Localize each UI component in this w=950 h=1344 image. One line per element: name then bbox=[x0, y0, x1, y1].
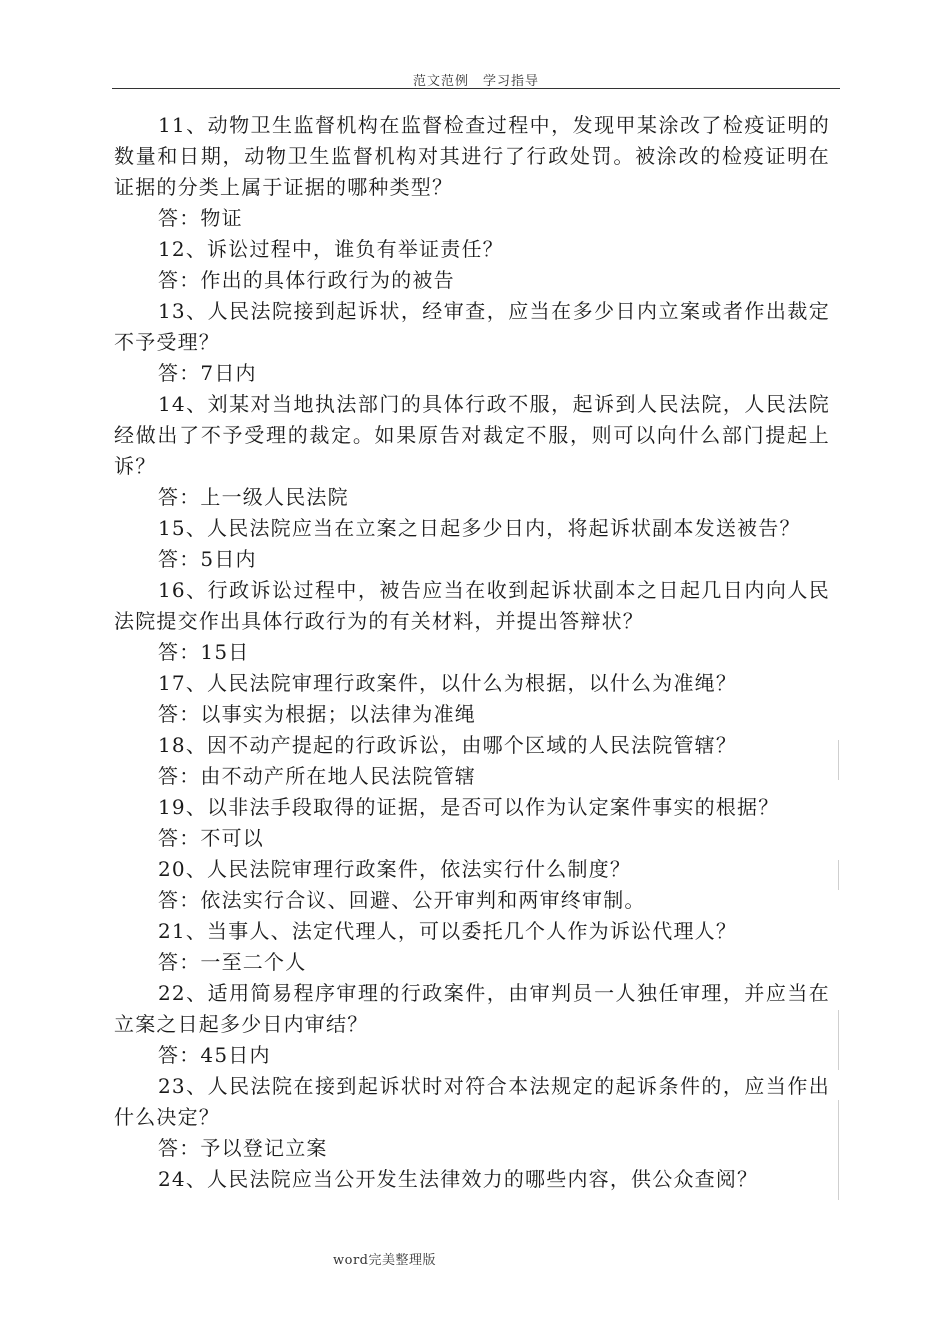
answer-17: 答：以事实为根据；以法律为准绳 bbox=[158, 702, 476, 726]
question-14: 14、刘某对当地执法部门的具体行政不服，起诉到人民法院，人民法院经做出了不予受理的裁定。如果原告对裁定不服，则可以向什么部门提起上诉？ bbox=[114, 392, 830, 478]
margin-rule bbox=[838, 1100, 839, 1200]
margin-rule bbox=[838, 860, 839, 890]
answer-16: 答：15日 bbox=[158, 640, 250, 664]
answer-11: 答：物证 bbox=[158, 206, 243, 230]
answer-15: 答：5日内 bbox=[158, 547, 257, 571]
page-header: 范文范例 学习指导 bbox=[412, 74, 539, 89]
question-20: 20、人民法院审理行政案件，依法实行什么制度？ bbox=[158, 857, 632, 881]
answer-14: 答：上一级人民法院 bbox=[158, 485, 349, 509]
answer-21: 答：一至二个人 bbox=[158, 950, 307, 974]
margin-rule bbox=[838, 1010, 839, 1070]
question-15: 15、人民法院应当在立案之日起多少日内，将起诉状副本发送被告？ bbox=[158, 516, 801, 540]
header-divider bbox=[112, 88, 840, 89]
answer-12: 答：作出的具体行政行为的被告 bbox=[158, 268, 455, 292]
question-13: 13、人民法院接到起诉状，经审查，应当在多少日内立案或者作出裁定不予受理？ bbox=[114, 299, 830, 354]
answer-22: 答：45日内 bbox=[158, 1043, 271, 1067]
question-18: 18、因不动产提起的行政诉讼，由哪个区域的人民法院管辖？ bbox=[158, 733, 738, 757]
question-21: 21、当事人、法定代理人，可以委托几个人作为诉讼代理人？ bbox=[158, 919, 738, 943]
answer-23: 答：予以登记立案 bbox=[158, 1136, 328, 1160]
answer-19: 答：不可以 bbox=[158, 826, 264, 850]
question-23: 23、人民法院在接到起诉状时对符合本法规定的起诉条件的，应当作出什么决定？ bbox=[114, 1074, 830, 1129]
question-17: 17、人民法院审理行政案件，以什么为根据，以什么为准绳？ bbox=[158, 671, 738, 695]
answer-13: 答：7日内 bbox=[158, 361, 257, 385]
question-19: 19、以非法手段取得的证据，是否可以作为认定案件事实的根据？ bbox=[158, 795, 780, 819]
question-24: 24、人民法院应当公开发生法律效力的哪些内容，供公众查阅？ bbox=[158, 1167, 759, 1191]
page-footer: word完美整理版 bbox=[333, 1253, 436, 1268]
document-body bbox=[114, 110, 830, 1195]
question-22: 22、适用简易程序审理的行政案件，由审判员一人独任审理，并应当在立案之日起多少日内审结？ bbox=[114, 981, 830, 1036]
answer-18: 答：由不动产所在地人民法院管辖 bbox=[158, 764, 476, 788]
question-16: 16、行政诉讼过程中，被告应当在收到起诉状副本之日起几日内向人民法院提交作出具体行政行为的有关材料，并提出答辩状？ bbox=[114, 578, 830, 633]
question-12: 12、诉讼过程中，谁负有举证责任？ bbox=[158, 237, 504, 261]
answer-20: 答：依法实行合议、回避、公开审判和两审终审制。 bbox=[158, 888, 646, 912]
margin-rule bbox=[838, 740, 839, 780]
question-11: 11、动物卫生监督机构在监督检查过程中，发现甲某涂改了检疫证明的数量和日期，动物卫生监督机构对其进行了行政处罚。被涂改的检疫证明在证据的分类上属于证据的哪种类型？ bbox=[114, 113, 830, 199]
